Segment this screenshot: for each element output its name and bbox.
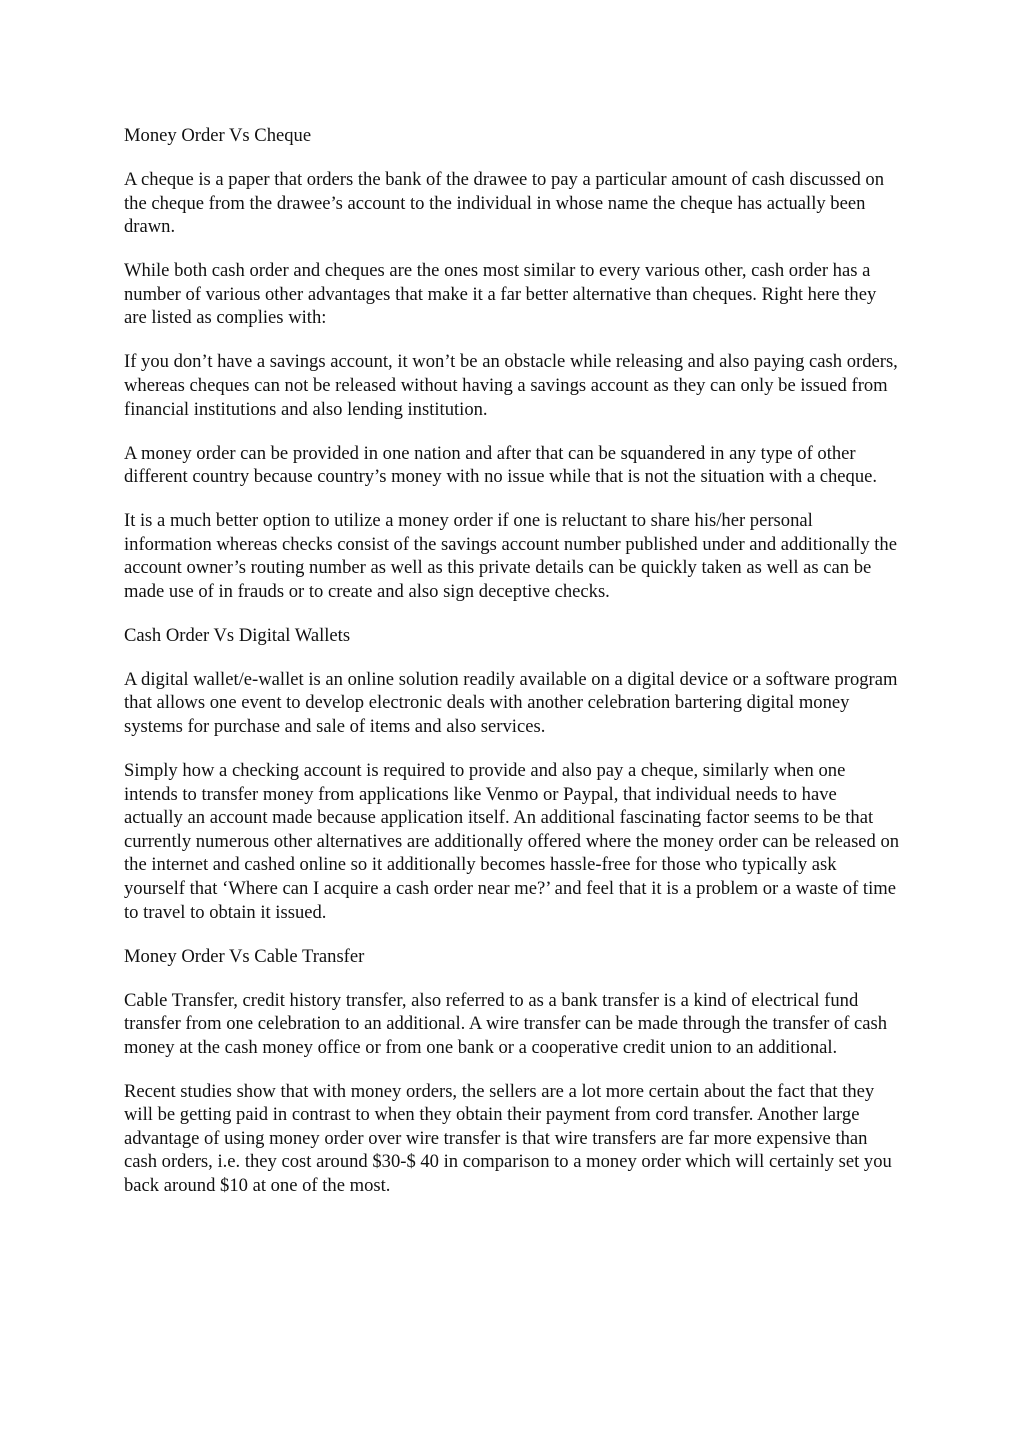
paragraph-cable-transfer-definition: Cable Transfer, credit history transfer, also referred to as a bank transfer is a kind of electrical fund transfer from one celebration to an additional. A wire transfer can be made through the transfer of cash money at the cash money office or from one bank or a cooperative credit union to an additional. [124, 989, 888, 1058]
paragraph-cheque-definition: A cheque is a paper that orders the bank of the drawee to pay a particular amount of cash discussed on the cheque from the drawee’s account to the individual in whose name the cheque has actually been drawn. [124, 168, 885, 238]
paragraph-digital-wallet-definition: A digital wallet/e-wallet is an online solution readily available on a digital device or a software program that allows one event to develop electronic deals with another celebration bartering digital money systems for purchase and sale of items and also services. [124, 668, 898, 738]
paragraph-international-use: A money order can be provided in one nation and after that can be squandered in any type of other different country because country’s money with no issue while that is not the situation with a cheque. [124, 442, 878, 488]
paragraph-savings-account: If you don’t have a savings account, it won’t be an obstacle while releasing and also paying cash orders, whereas cheques can not be released without having a savings account as they can only be issued from financial institutions and also lending institution. [124, 351, 898, 420]
section-heading-money-order-vs-cheque: Money Order Vs Cheque [124, 125, 312, 146]
paragraph-personal-information: It is a much better option to utilize a money order if one is reluctant to share his/her personal information whereas checks consist of the savings account number published under and additionally the account owner’s routing number as well as this private details can be quickly taken as well as can be made use of in frauds or to create and also sign deceptive checks. [124, 510, 897, 602]
paragraph-cost-comparison: Recent studies show that with money orders, the sellers are a lot more certain about the fact that they will be getting paid in contrast to when they obtain their payment from cord transfer. Another large advantage of using money order over wire transfer is that wire transfers are far more expensive than cash orders, i.e. they cost around $30-$ 40 in comparison to a money order which will certainly set you back around $10 at one of the most. [124, 1080, 892, 1197]
paragraph-checking-account-comparison: Simply how a checking account is required to provide and also pay a cheque, similarly when one intends to transfer money from applications like Venmo or Paypal, that individual needs to have actually an account made because application itself. An additional fascinating factor seems to be that currently numerous other alternatives are additionally offered where the money order can be released on the internet and cashed online so it additionally becomes hassle-free for those who typically ask yourself that ‘Where can I acquire a cash order near me?’ and feel that it is a problem or a waste of time to travel to obtain it issued. [124, 760, 900, 923]
document-body [124, 124, 900, 1218]
section-heading-cash-order-vs-digital-wallets: Cash Order Vs Digital Wallets [124, 624, 351, 646]
section-heading-money-order-vs-cable-transfer: Money Order Vs Cable Transfer [124, 945, 365, 967]
paragraph-cash-order-advantages: While both cash order and cheques are the ones most similar to every various other, cash order has a number of various other advantages that make it a far better alternative than cheques. Right here they are listed as complies with: [124, 260, 877, 329]
